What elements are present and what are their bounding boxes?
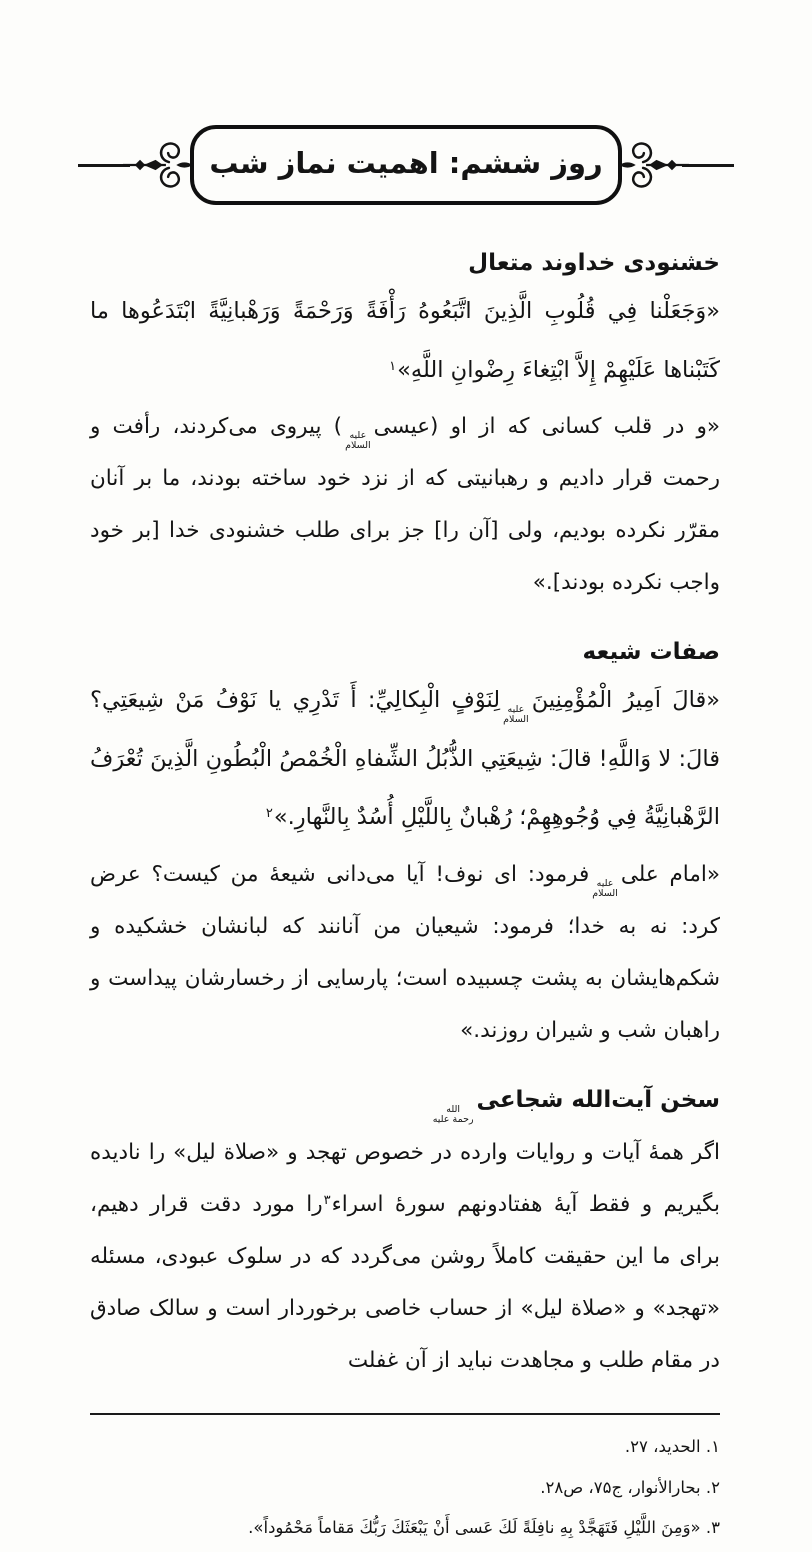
verse-translation — [90, 401, 720, 609]
shojai-paragraph — [90, 1127, 720, 1387]
verse-translation-text-start: «و در قلب کسانی که از او (عیسی — [373, 414, 720, 439]
chapter-banner — [0, 0, 812, 208]
scroll-ornament-left-icon — [123, 122, 197, 208]
footnote-item: ۲. بحارالأنوار، ج۷۵، ص۲۸. — [540, 1477, 720, 1497]
hadith-translation-text-start: «امام علی — [620, 861, 720, 887]
alayhis-salam-mark — [592, 879, 618, 900]
alayhis-salam-mark — [503, 705, 529, 726]
shia-hadith — [90, 671, 720, 847]
shojai-paragraph-text-start: اگر همهٔ آیات و روایات وارده در خصوص تهجد و «صلاة لیل» را نادیده بگیریم و فقط آیهٔ هفتادونهم سورهٔ اسراء — [90, 1140, 720, 1218]
footnote-ref-3: ۳ — [323, 1193, 331, 1209]
hadith-translation — [90, 849, 720, 1057]
footnote-item: ۳. «وَمِنَ اللَّيْلِ فَتَهَجَّدْ بِهِ نافِلَةً لَكَ عَسى أَنْ يَبْعَثَكَ رَبُّكَ مَقاماً مَحْمُوداً». — [248, 1518, 720, 1538]
scroll-ornament-right-icon — [615, 122, 689, 208]
honorific-bottom: السلام — [345, 440, 371, 452]
banner-rule-right — [682, 164, 734, 167]
honorific-bottom: السلام — [592, 887, 618, 899]
alayhis-salam-mark — [345, 431, 371, 452]
text-column — [0, 250, 812, 1548]
hadith-translation-text-end: فرمود: ای نوف! آیا می‌دانی شیعهٔ من کیست؟ عرض کرد: نه به خدا؛ فرمود: شیعیان من آنانند که لبانشان خشکیده و شکم‌هایشان به پشت چسبیده است؛ پارسایی از رخسارشان پیداست و راهبان شب و شیران روزند.» — [90, 861, 720, 1043]
honorific-top: الله — [446, 1103, 461, 1115]
quran-verse — [90, 282, 720, 399]
honorific-top: علیه — [507, 704, 525, 716]
footnote-item: ۱. الحدید، ۲۷. — [624, 1437, 720, 1457]
section-heading-divine-pleasure: خشنودی خداوند متعال — [468, 250, 720, 276]
rahmatullah-alayh-mark — [433, 1105, 474, 1126]
shojai-paragraph-text-end: را مورد دقت قرار دهیم، برای ما این حقیقت کاملاً روشن می‌گردد که در سلوک عبودی، مسئله «تهجد» و «صلاة لیل» از حساب خاصی برخوردار است و سالک صادق در مقام طلب و مجاهدت نباید از آن غفلت — [90, 1192, 720, 1374]
quran-verse-text: «وَجَعَلْنا فِي قُلُوبِ الَّذِينَ اتَّبَعُوهُ رَأْفَةً وَرَحْمَةً وَرَهْبانِيَّةً ابْتَدَعُوها ما كَتَبْناها عَلَيْهِمْ إِلاَّ ابْتِغاءَ رِضْوانِ اللَّهِ» — [90, 298, 720, 383]
shojai-heading-text: سخن آیت‌الله شجاعی — [476, 1086, 720, 1113]
section-heading-shojai-words — [90, 1087, 720, 1126]
verse-translation-text-end: ) پیروی می‌کردند، رأفت و رحمت قرار دادیم و رهبانیتی که از نزد خود ساخته بودند، ما بر آنان مقرّر نکرده بودیم، ولی [آن را] جز برای طلب خشنودی خدا [بر خود واجب نکرده بودند].» — [90, 414, 720, 596]
hadith-text-end: لِنَوْفٍ الْبِكالِيِّ: أَ تَدْرِي يا نَوْفُ مَنْ شِيعَتِي؟ قالَ: لا وَاللَّهِ! قالَ: شِيعَتِي الذُّبُلُ الشِّفاهِ الْخُمْصُ الْبُطُونِ الَّذِينَ تُعْرَفُ الرَّهْبانِيَّةُ فِي وُجُوهِهِمْ؛ رُهْبانٌ بِاللَّيْلِ أُسُدٌ بِالنَّهارِ.» — [90, 687, 720, 831]
section-heading-shia-attributes: صفات شیعه — [582, 639, 720, 666]
chapter-title: روز ششم: اهمیت نماز شب — [209, 146, 603, 180]
footnotes-area — [90, 1413, 720, 1548]
honorific-bottom: السلام — [503, 714, 529, 726]
footnote-ref-1: ۱ — [389, 358, 397, 374]
honorific-top: علیه — [349, 430, 367, 441]
footnote-ref-2: ۲ — [265, 806, 273, 822]
hadith-text-start: «قالَ اَمِيرُ الْمُؤْمِنِينَ — [531, 687, 720, 714]
honorific-top: علیه — [596, 877, 614, 889]
honorific-bottom: رحمة علیه — [432, 1113, 474, 1125]
chapter-title-box — [190, 125, 622, 205]
